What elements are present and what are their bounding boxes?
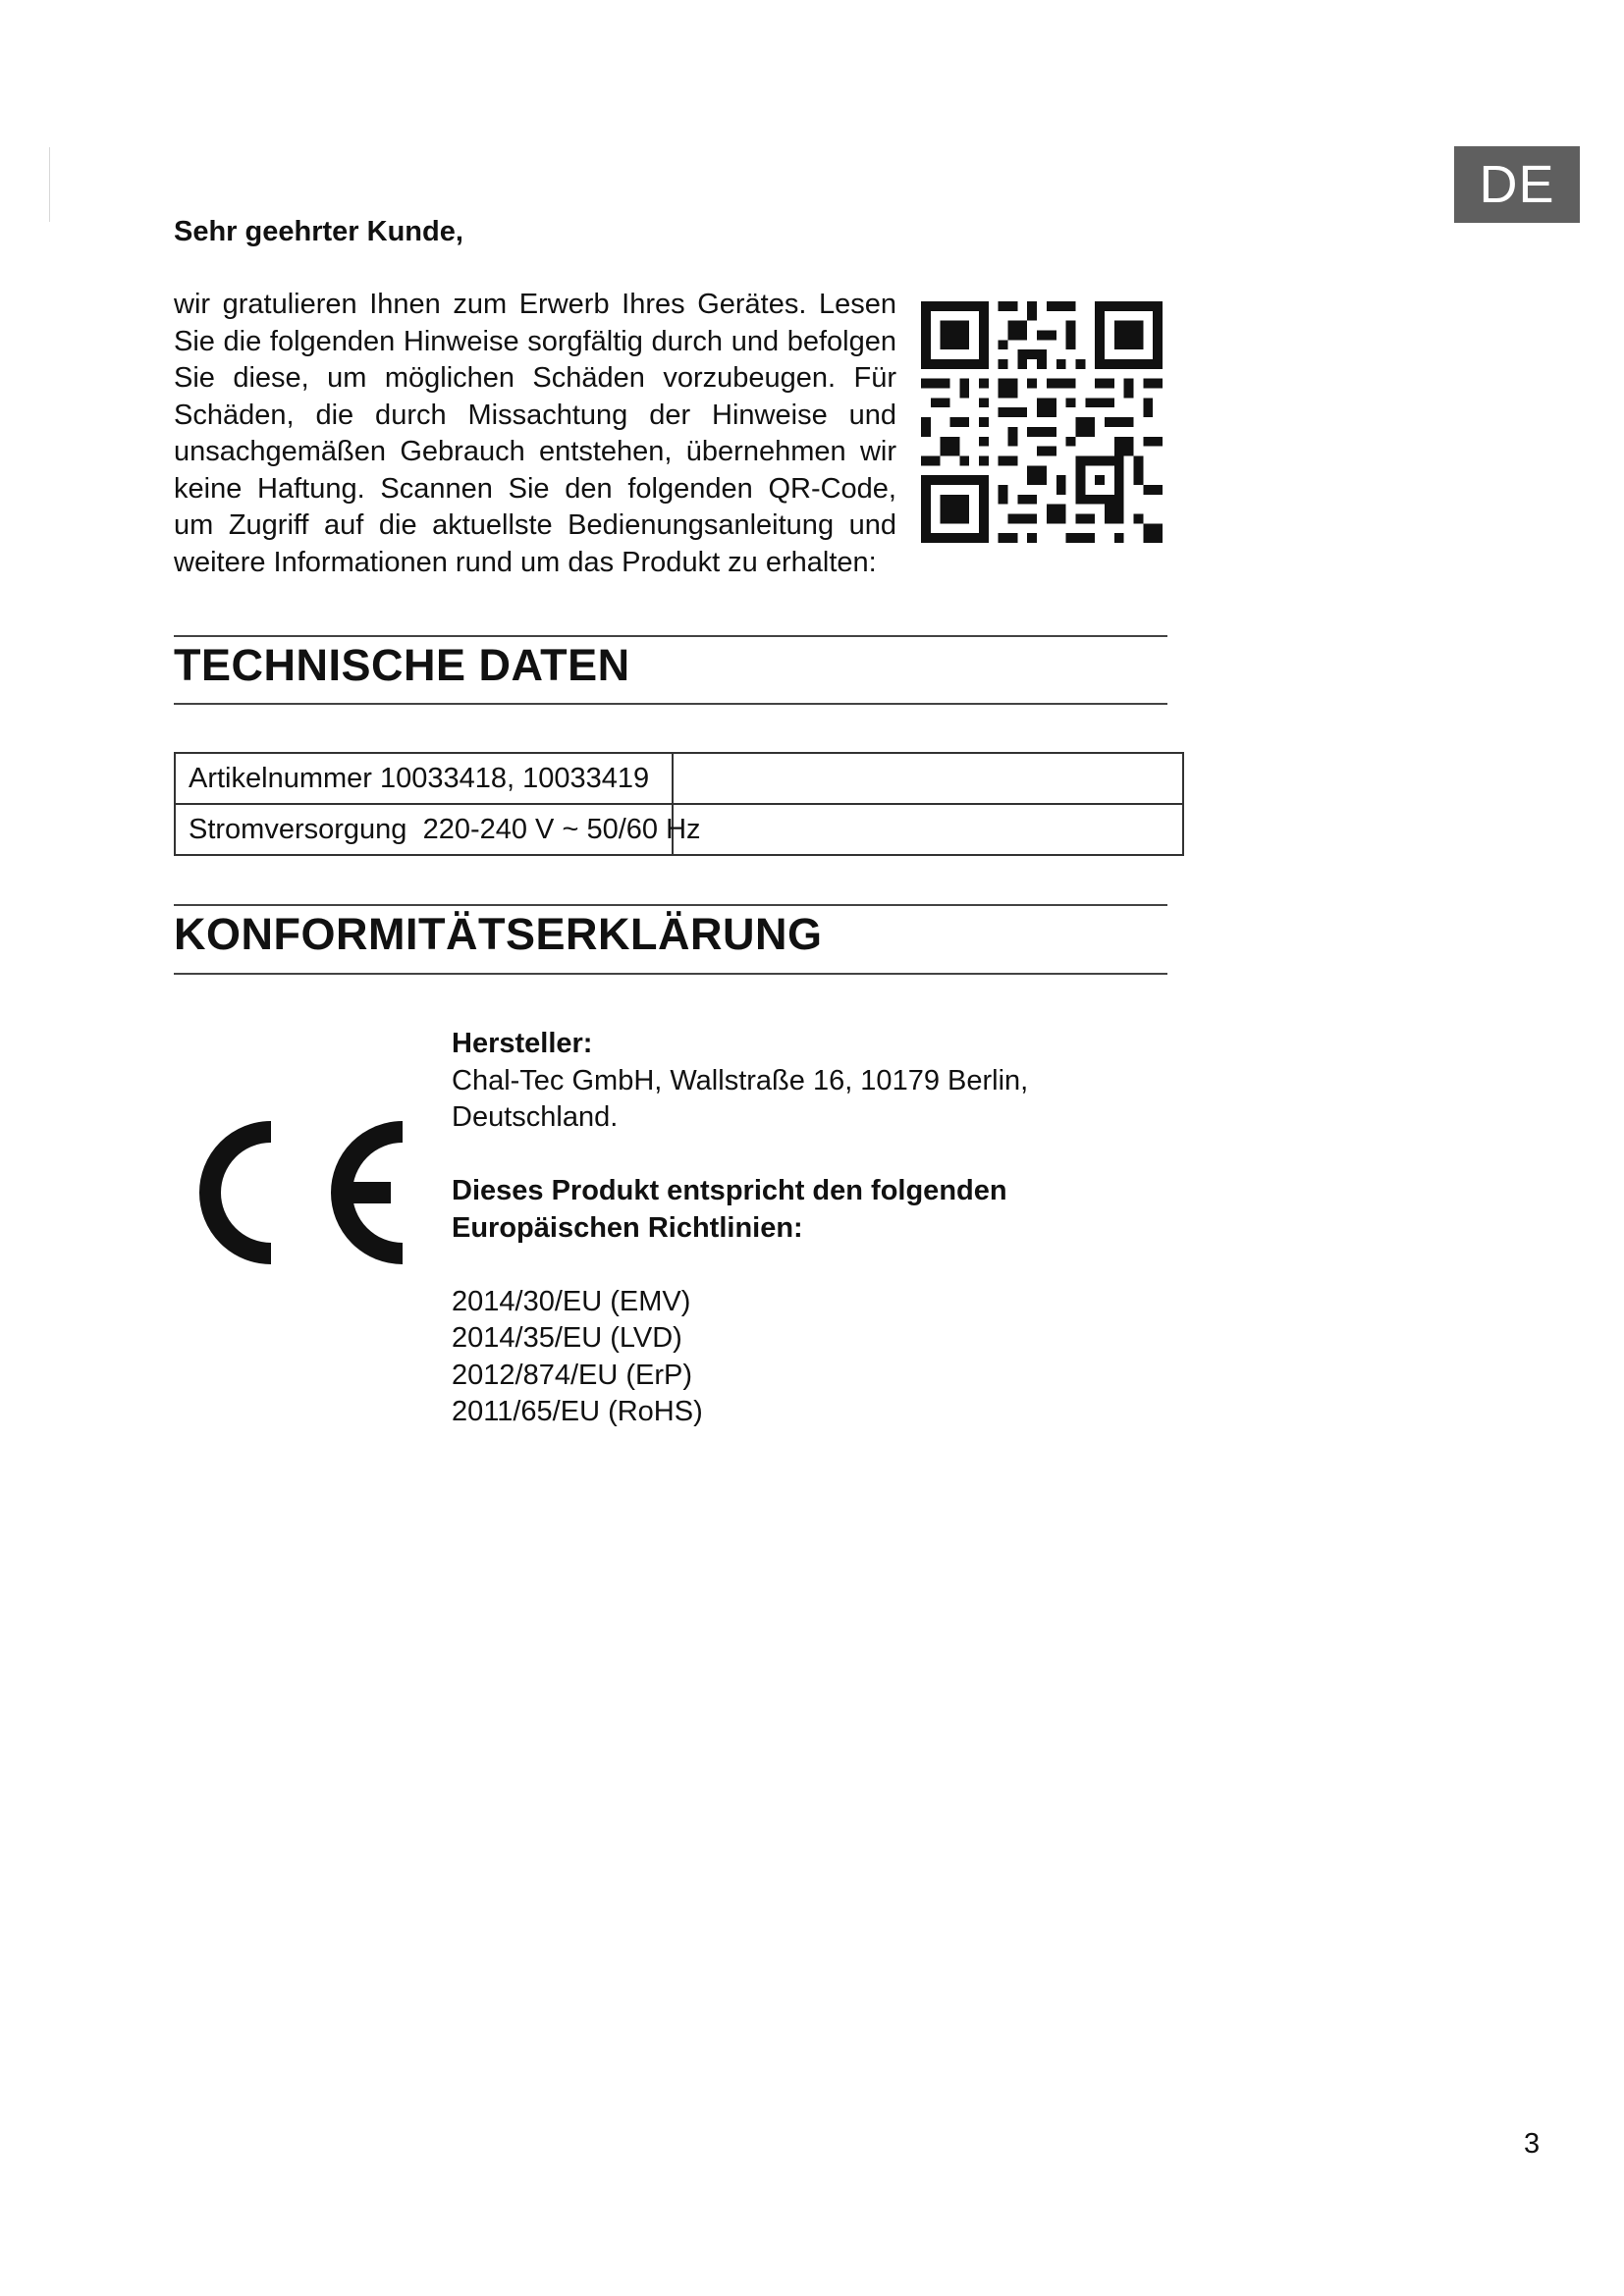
conformity-block — [452, 1026, 1139, 1431]
greeting: Sehr geehrter Kunde, — [174, 216, 463, 247]
spec-label: Stromversorgung — [189, 813, 407, 845]
page-number: 3 — [1524, 2128, 1541, 2160]
table-cell — [673, 753, 1183, 804]
directive-item: 2014/35/EU (LVD) — [452, 1322, 682, 1354]
table-cell — [175, 804, 701, 855]
table-cell — [175, 753, 673, 804]
spec-label: Artikelnummer — [189, 762, 372, 794]
section-rule-top — [174, 635, 1167, 637]
manufacturer-label: Hersteller: — [452, 1028, 593, 1059]
directive-item: 2014/30/EU (EMV) — [452, 1285, 691, 1317]
technical-data-table — [174, 752, 1184, 856]
language-badge: DE — [1454, 146, 1580, 223]
manufacturer-address: Chal-Tec GmbH, Wallstraße 16, 10179 Berlin, Deutschland. — [452, 1064, 1029, 1133]
directive-item: 2012/874/EU (ErP) — [452, 1359, 693, 1391]
directive-statement: Dieses Produkt entspricht den folgenden Europäischen Richtlinien: — [452, 1175, 1007, 1244]
margin-line — [49, 147, 50, 222]
intro-paragraph: wir gratulieren Ihnen zum Erwerb Ihres Gerätes. Lesen Sie die folgenden Hinweise sorgfältig durch und befolgen Sie diese, um möglichen Schäden vorzubeugen. Für Schäden, die durch Missachtung der Hinweise und unsachgemäßen Gebrauch entstehen, übernehmen wir keine Haftung. Scannen Sie den folgenden QR-Code, um Zugriff auf die aktuellste Bedienungsanleitung und weitere Informationen rund um das Produkt zu erhalten: — [174, 289, 896, 578]
table-row — [175, 753, 1183, 804]
directive-item: 2011/65/EU (RoHS) — [452, 1396, 703, 1427]
table-cell — [673, 804, 1183, 855]
qr-code-icon[interactable] — [921, 301, 1163, 543]
ce-mark-icon — [194, 1114, 415, 1271]
spec-value: 220-240 V ~ 50/60 Hz — [422, 813, 701, 845]
conformity-title: KONFORMITÄTSERKLÄRUNG — [174, 909, 823, 959]
section-rule-bottom — [174, 973, 1167, 975]
section-rule-bottom — [174, 703, 1167, 705]
table-row — [175, 804, 1183, 855]
spec-value: 10033418, 10033419 — [380, 762, 650, 794]
section-rule-top — [174, 904, 1167, 906]
technical-data-title: TECHNISCHE DATEN — [174, 640, 630, 690]
